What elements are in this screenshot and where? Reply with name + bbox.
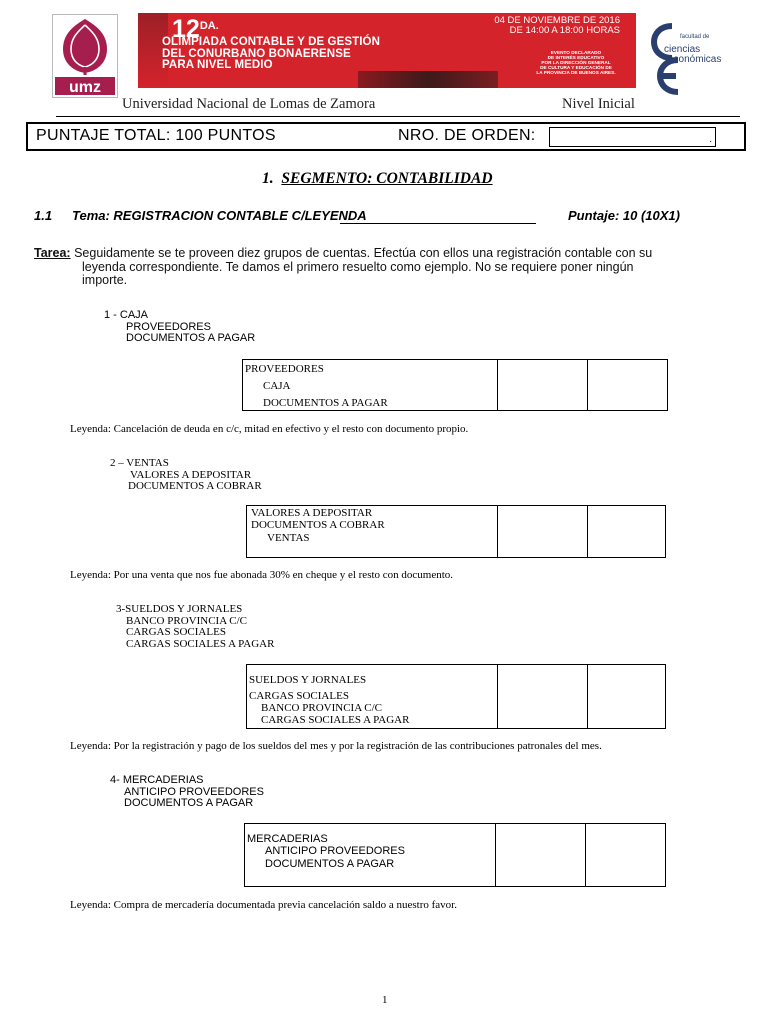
segment-title: 1. SEGMENTO: CONTABILIDAD [262, 170, 493, 187]
group-3-entry-box [246, 664, 666, 729]
group-4-list: 4- MERCADERIAS ANTICIPO PROVEEDORES DOCUMENTOS A PAGAR [110, 774, 264, 810]
entry-line: VENTAS [267, 532, 310, 544]
university-logo [52, 14, 118, 98]
debit-column [497, 360, 498, 410]
topic-score: Puntaje: 10 (10X1) [568, 208, 680, 223]
topic-title: Tema: REGISTRACION CONTABLE C/LEYENDA [72, 208, 367, 223]
order-mark: . [709, 134, 712, 145]
group-4-legend: Leyenda: Compra de mercadería documentada previa cancelación saldo a nuestro favor. [70, 899, 457, 911]
faculty-small: facultad de [680, 34, 710, 40]
group-3-list: 3-SUELDOS Y JORNALES BANCO PROVINCIA C/C CARGAS SOCIALES CARGAS SOCIALES A PAGAR [116, 603, 275, 650]
group-4-entry-box [244, 823, 666, 887]
event-banner [138, 13, 636, 88]
credit-column [587, 360, 588, 410]
group-1-list: 1 - CAJA PROVEEDORES DOCUMENTOS A PAGAR [104, 309, 256, 345]
group-2-list: 2 – VENTAS VALORES A DEPOSITAR DOCUMENTOS A COBRAR [110, 457, 262, 493]
entry-line: MERCADERIAS [247, 833, 328, 845]
debit-column [497, 665, 498, 728]
credit-column [587, 665, 588, 728]
umz-logo-icon [53, 15, 117, 97]
entry-line: CARGAS SOCIALES A PAGAR [261, 714, 410, 726]
banner-number: $12^{DA.}$ [172, 15, 219, 43]
banner-date: 04 DE NOVIEMBRE DE 2016 DE 14:00 A 18:00 HORAS [494, 15, 620, 36]
entry-line: SUELDOS Y JORNALES [249, 674, 367, 686]
entry-line: DOCUMENTOS A PAGAR [265, 858, 395, 870]
entry-line: BANCO PROVINCIA C/C [261, 702, 383, 714]
group-2-legend: Leyenda: Por una venta que nos fue abonada 30% en cheque y el resto con documento. [70, 569, 454, 581]
university-name: Universidad Nacional de Lomas de Zamora [122, 96, 376, 112]
entry-line: DOCUMENTOS A COBRAR [251, 519, 385, 531]
faculty-line2: económicas [668, 54, 722, 65]
order-number-field[interactable] [549, 127, 716, 147]
banner-photo-bottom [358, 71, 498, 88]
banner-evento: EVENTO DECLARADO DE INTERÉS EDUCATIVO POR LA DIRECCIÓN GENERAL DE CULTURA Y EDUCACIÓN DE LA PROVINCIA DE BUENOS AIRES. [536, 50, 616, 75]
banner-title: OLIMPIADA CONTABLE Y DE GESTIÓN DEL CONURBANO BONAERENSE PARA NIVEL MEDIO [162, 36, 380, 71]
entry-line: CARGAS SOCIALES [249, 690, 349, 702]
debit-column [495, 824, 496, 886]
task-text: Tarea: Seguidamente se te proveen diez grupos de cuentas. Efectúa con ellos una registración contable con su leyenda correspondiente. Te damos el primero resuelto como ejemplo. No se requiere poner ningún importe. [34, 246, 653, 287]
group-3-legend: Leyenda: Por la registración y pago de los sueldos del mes y por la registración de las contribuciones patronales del mes. [70, 740, 602, 752]
credit-column [585, 824, 586, 886]
page-number: 1 [382, 994, 388, 1006]
group-1-entry-box [242, 359, 668, 411]
logo-text: umz [69, 79, 101, 96]
entry-line: CAJA [263, 380, 291, 392]
level-label: Nivel Inicial [562, 96, 635, 112]
group-1-legend: Leyenda: Cancelación de deuda en c/c, mitad en efectivo y el resto con documento propio. [70, 423, 469, 435]
group-2-entry-box [246, 505, 666, 558]
entry-line: ANTICIPO PROVEEDORES [265, 845, 405, 857]
faculty-line1: ciencias [664, 44, 701, 55]
entry-line: VALORES A DEPOSITAR [251, 507, 373, 519]
faculty-logo [650, 20, 730, 95]
topic-number: 1.1 [34, 208, 53, 223]
total-score: PUNTAJE TOTAL: 100 PUNTOS [36, 127, 276, 144]
entry-line: PROVEEDORES [245, 363, 324, 375]
entry-line: DOCUMENTOS A PAGAR [263, 397, 388, 409]
topic-underline [340, 223, 536, 224]
debit-column [497, 506, 498, 557]
header-underline [56, 116, 740, 117]
order-number-label: NRO. DE ORDEN: [398, 127, 536, 144]
ce-logo-icon [650, 20, 730, 95]
credit-column [587, 506, 588, 557]
